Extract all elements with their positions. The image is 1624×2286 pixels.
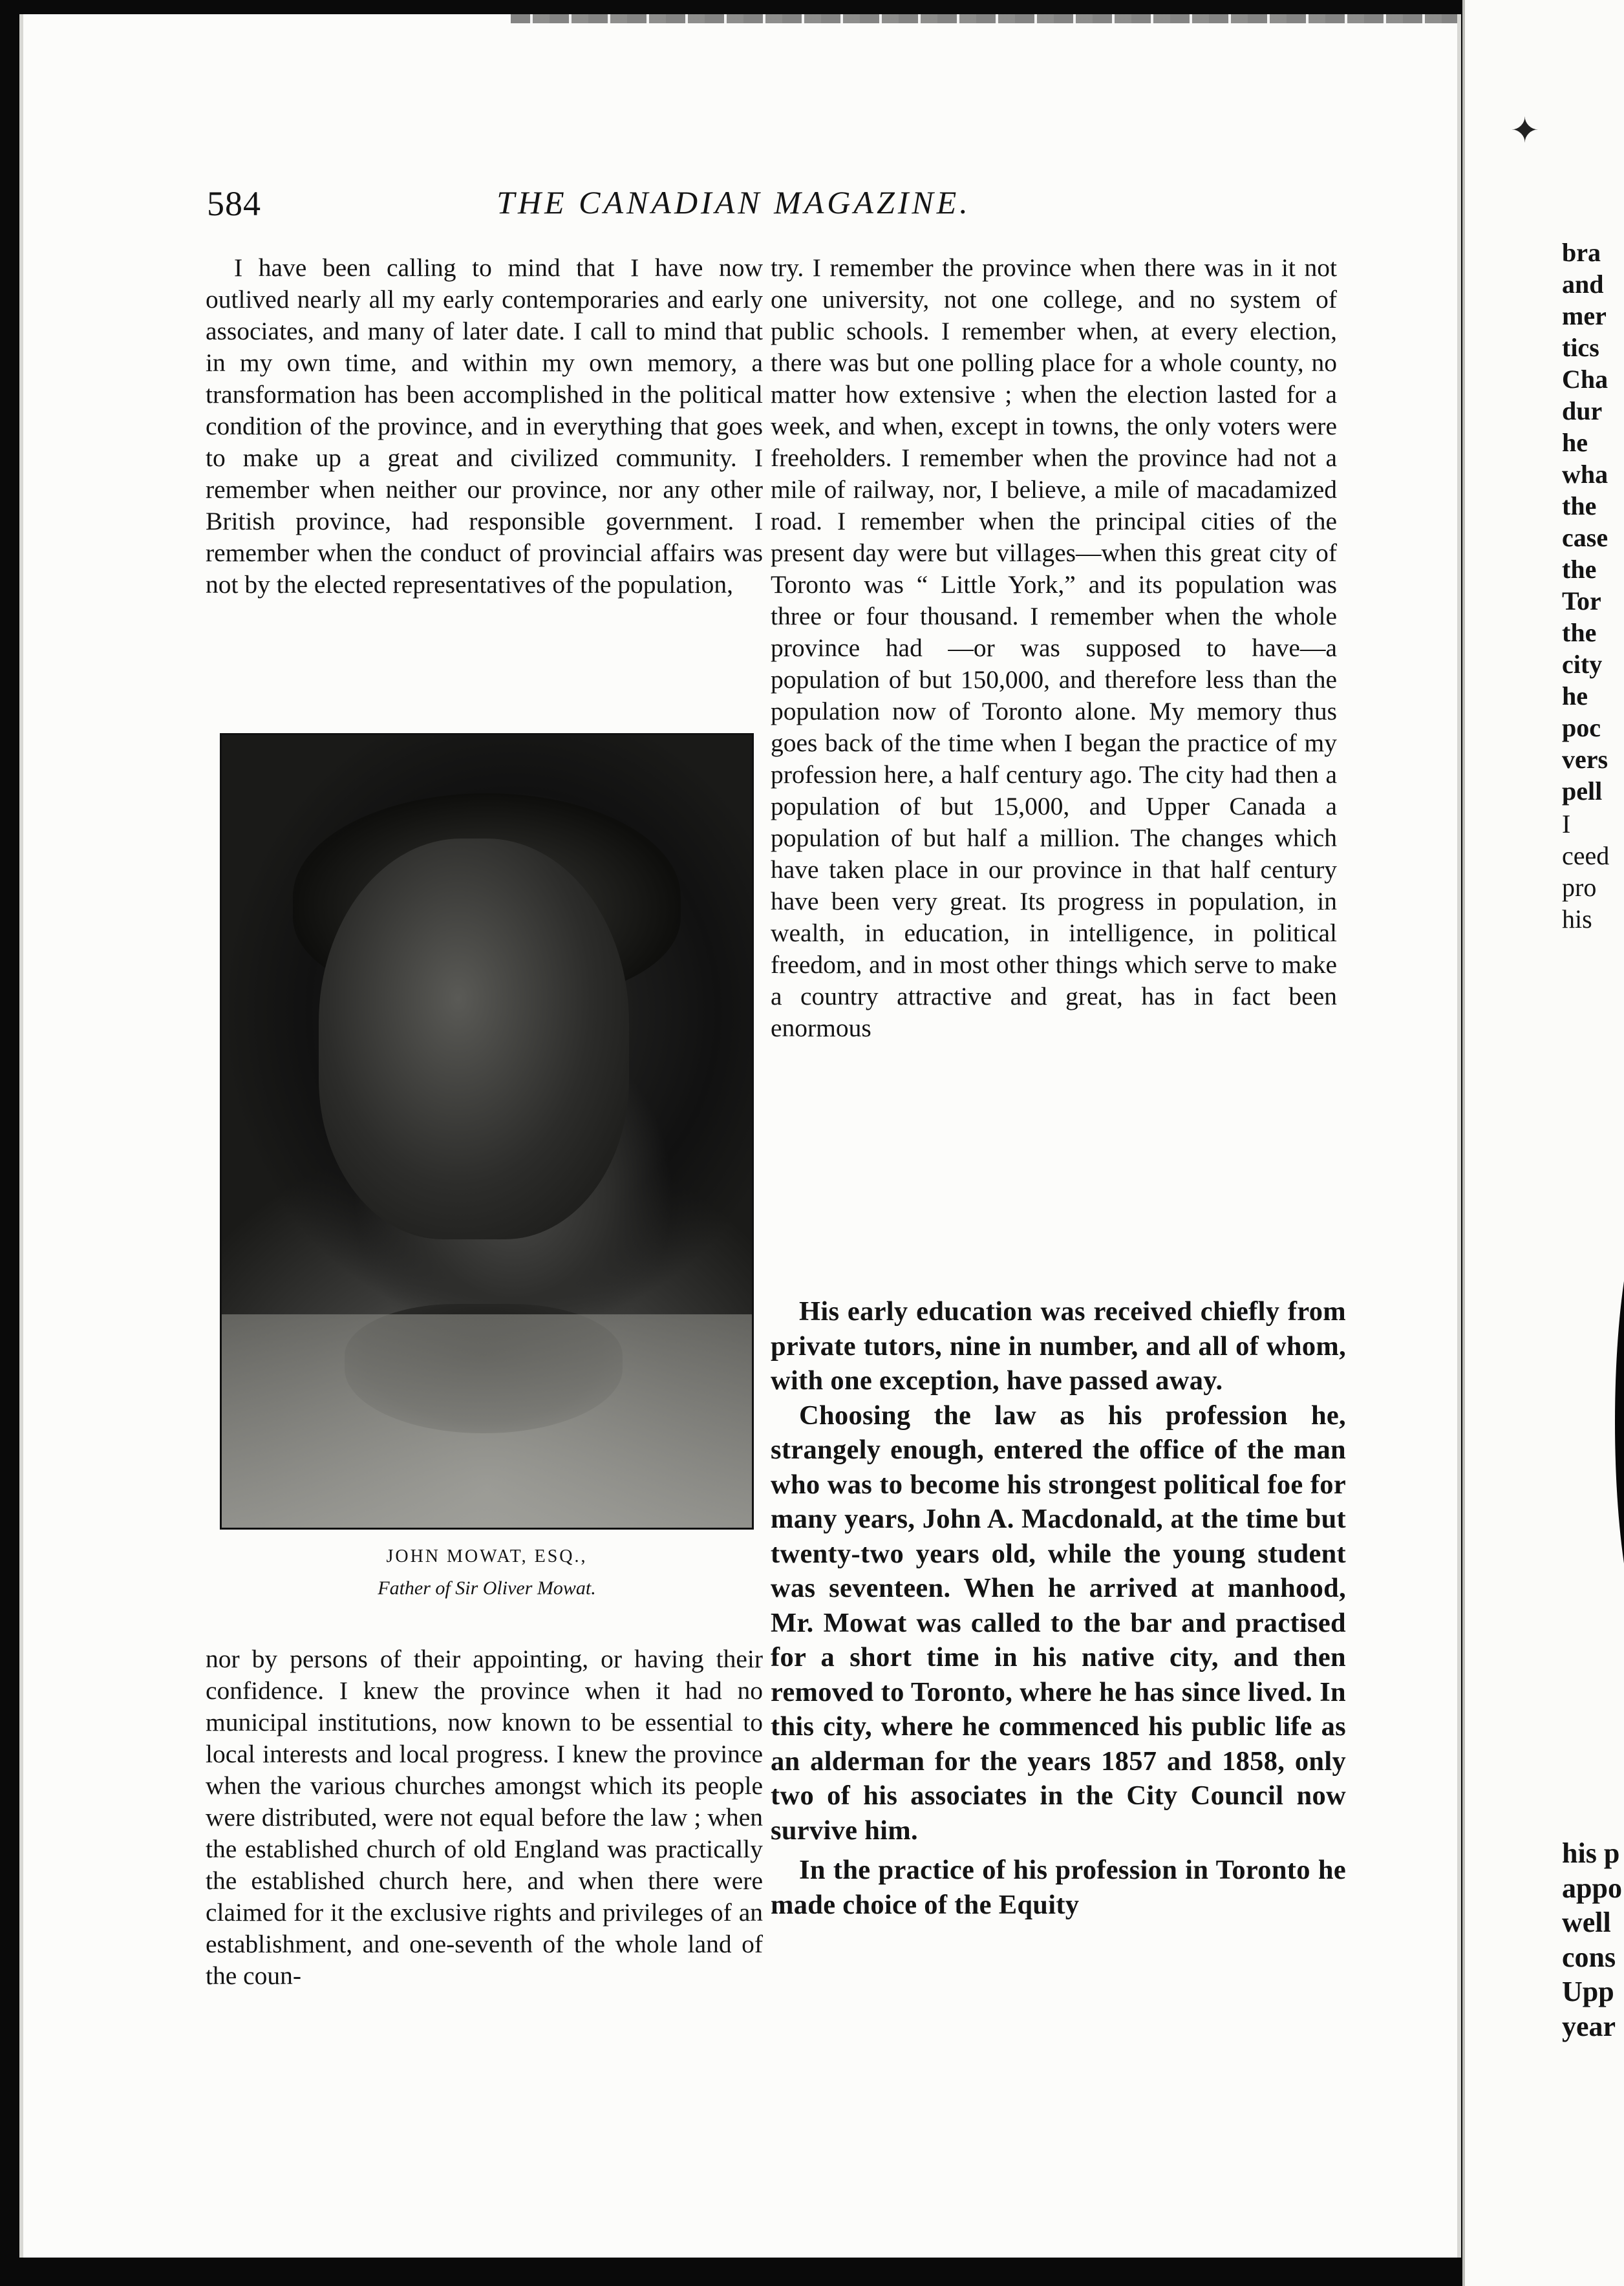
next-page-fragment: his — [1562, 904, 1592, 934]
next-page-fragment: well — [1562, 1907, 1611, 1938]
left-column-top-text: I have been calling to mind that I have now outlived nearly all my early contemporaries and early associates, and many of later date. I call to mind that in my own time, and within my own memory, a transformation has been accomplished in the political condition of the province, and in everything that goes to make up a great and civilized community. I remember when neither our province, nor any other British province, had responsible government. I remember when the conduct of provincial affairs was not by the elected representatives of the population, — [206, 253, 763, 599]
right-column-quote — [771, 252, 1337, 1044]
next-page-fragment: year — [1562, 2010, 1616, 2042]
next-page-fragment: Tor — [1562, 586, 1601, 615]
next-page-fragment: tics — [1562, 333, 1599, 362]
next-page-fragment: he — [1562, 428, 1588, 457]
next-page-fragment: mer — [1562, 301, 1607, 330]
next-page-fragment: his p — [1562, 1837, 1620, 1869]
paragraph-early-education: His early education was received chiefly from private tutors, nine in number, and all of whom, with one exception, have passed away. — [771, 1296, 1346, 1396]
right-column-body — [771, 1294, 1346, 1922]
portrait-coat — [222, 1314, 752, 1528]
left-column-bottom-text: nor by persons of their appointing, or having their confidence. I knew the province when it had no municipal institutions, now known to be essential to local interests and local progress. I knew the province when the various churches amongst which its people were distributed, were not equal before the law ; when the established church of old England was practically the established church here, and when there were claimed for it the exclusive rights and privileges of an establishment, and one-seventh of the whole land of the coun- — [206, 1645, 763, 1990]
running-head — [207, 184, 1261, 229]
left-column-top — [206, 252, 763, 601]
next-page-fragment: bra — [1562, 238, 1601, 267]
right-column-quote-text: try. I remember the province when there was in it not one university, not one college, and no system of public schools. I remember when, at every election, there was but one polling place for a whole county, no matter how extensive ; when the election lasted for a week, and when, except in towns, the only voters were freeholders. I remember when the province had not a mile of railway, nor, I believe, a mile of macadamized road. I remember when the principal cities of the present day were but villages—when this great city of Toronto was “ Little York,” and its population was three or four thousand. I remember when the whole province had —or was supposed to have—a population of but 150,000, and therefore less than the population now of Toronto alone. My memory thus goes back of the time when I began the practice of my profession here, a half century ago. The city had then a population of but 15,000, and Upper Canada a population of but half a million. The changes which have taken place in our province in that half century have been very great. Its progress in population, in wealth, in education, in intelligence, in political freedom, and in most other things which serve to make a country attractive and great, has in fact been enormous — [771, 253, 1337, 1042]
next-page-edge — [1462, 0, 1624, 2286]
right-gutter-shadow — [1457, 14, 1461, 2258]
magazine-title: THE CANADIAN MAGAZINE. — [497, 184, 971, 220]
next-page-fragment: the — [1562, 555, 1597, 584]
next-page-fragment: ceed — [1562, 841, 1610, 870]
next-page-fragment: the — [1562, 618, 1597, 647]
next-page-fragment: city — [1562, 650, 1603, 679]
next-page-fragment: I — [1562, 809, 1571, 839]
next-page-fragment: vers — [1562, 745, 1608, 774]
next-page-fragment: he — [1562, 681, 1588, 710]
next-page-fragment: and — [1562, 270, 1604, 299]
paragraph-equity-practice: In the practice of his profession in Toronto he made choice of the Equity — [771, 1855, 1346, 1920]
magazine-page — [19, 14, 1461, 2258]
next-page-fragment: pell — [1562, 776, 1603, 806]
next-page-oval-image — [1615, 1202, 1624, 1642]
page-number: 584 — [207, 184, 261, 223]
left-gutter-shadow — [19, 14, 23, 2258]
next-page-fragment: poc — [1562, 713, 1601, 742]
next-page-fragment: wha — [1562, 460, 1608, 489]
next-page-fragment: cons — [1562, 1941, 1616, 1973]
portrait-caption-name: JOHN MOWAT, ESQ., — [386, 1546, 588, 1566]
portrait-face — [319, 839, 629, 1239]
portrait-caption-relation: Father of Sir Oliver Mowat. — [378, 1577, 596, 1599]
next-page-fragment: Cha — [1562, 365, 1608, 394]
portrait-john-mowat — [220, 733, 754, 1530]
next-page-fragment: pro — [1562, 873, 1597, 902]
left-column-bottom — [206, 1643, 763, 1992]
next-page-fragment: appo — [1562, 1872, 1622, 1904]
next-page-fragment: the — [1562, 491, 1597, 520]
ink-speck: ✦ — [1510, 111, 1540, 150]
paragraph-choosing-law: Choosing the law as his profession he, strangely enough, entered the office of the man who was to become his strongest political foe for many years, John A. Macdonald, at the time but twenty-two years old, while the young student was seventeen. When he arrived at manhood, Mr. Mowat was called to the bar and practised for a short time in his native city, and then removed to Toronto, where he has since lived. In this city, where he commenced his public life as an alderman for the years 1857 and 1858, only two of his associates in the City Council now survive him. — [771, 1400, 1346, 1846]
next-page-fragment: case — [1562, 523, 1608, 552]
scan-top-edge — [511, 14, 1461, 23]
next-page-fragment: dur — [1562, 396, 1603, 425]
next-page-fragment: Upp — [1562, 1976, 1614, 2007]
